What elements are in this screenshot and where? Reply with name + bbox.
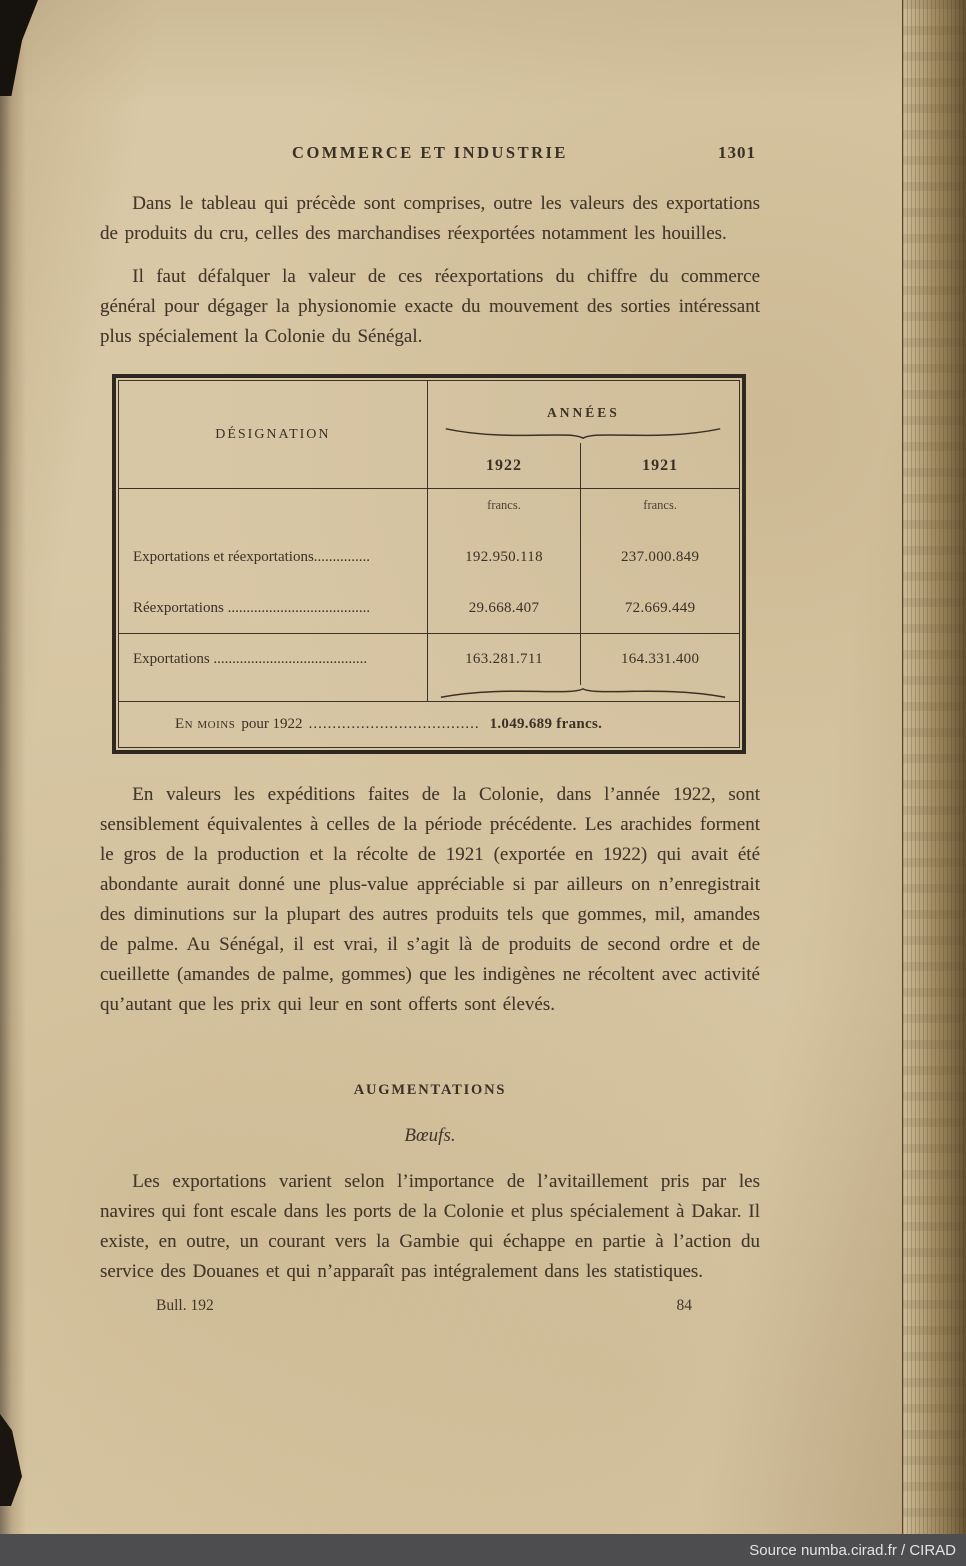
left-binding-shadow — [0, 0, 26, 1534]
exports-table-frame — [118, 380, 740, 748]
table-row-value-1922: 163.281.711 — [428, 633, 581, 685]
page-content — [100, 0, 760, 1315]
exports-table — [112, 374, 746, 754]
source-attribution: Source numba.cirad.fr / CIRAD — [749, 1541, 956, 1559]
table-row-value-1921: 164.331.400 — [580, 633, 739, 685]
table-row-label: Exportations ......................................... — [119, 633, 428, 685]
year-column-header-1922: 1922 — [428, 443, 581, 489]
table-row-value-1922: 29.668.407 — [468, 599, 540, 616]
paragraph-4: Les exportations varient selon l’importance de l’avitaillement pris par les navires qui font escale dans les ports de la Colonie et plus spécialement à Dakar. Il existe, en outre, un courant vers la Gambie qui échappe en partie à l’action du service des Douanes et qui n’apparaît pas intégralement dans les statistiques. — [100, 1171, 760, 1282]
table-footer-label: En moins — [175, 716, 236, 732]
paragraph-3: En valeurs les expéditions faites de la Colonie, dans l’année 1922, sont sensiblement équivalentes à celles de la période précédente. Les arachides forment le gros de la production et la récolte de 1921 (exportée en 1922) qui avait été abondante aurait donné une plus-value appréciable si par ailleurs on n’enregistrait des diminutions sur la plupart des autres produits tels que gommes, mil, amandes de palme. Au Sénégal, il est vrai, il s’agit là de produits de second ordre et de cueillette (amandes de palme, gommes) que les indigènes ne récoltent avec activité qu’autant que les prix qui leur en sont offerts sont élevés. — [100, 784, 760, 1015]
page-title: COMMERCE ET INDUSTRIE — [292, 143, 568, 162]
table-designation-header: DÉSIGNATION — [119, 381, 428, 489]
year-column-header-1921: 1921 — [580, 443, 739, 489]
book-page-edges — [902, 0, 966, 1534]
table-footer-leader-dots: .................................... — [308, 716, 480, 732]
table-spacer-cell — [119, 685, 428, 701]
signature-number: 84 — [676, 1297, 692, 1314]
years-group-label: ANNÉES — [546, 405, 620, 420]
table-row-value-1922: 192.950.118 — [465, 548, 543, 565]
table-spacer-cell — [119, 489, 428, 531]
paragraph-2: Il faut défalquer la valeur de ces réexportations du chiffre du commerce général pour dégager la physionomie exacte du mouvement des sorties intéressant plus spécialement la Colonie du Sénégal. — [100, 266, 760, 347]
table-footer-label-rest: pour 1922 — [241, 716, 303, 732]
brace-up-container — [428, 685, 739, 701]
unit-label-1921: francs. — [580, 489, 739, 531]
source-bar — [0, 1534, 966, 1566]
brace-up-icon — [438, 687, 728, 700]
augmentations-heading: AUGMENTATIONS — [353, 1082, 507, 1098]
running-header — [100, 143, 760, 163]
brace-down-icon — [443, 426, 723, 441]
table-row-label: Réexportations ...................................... — [119, 583, 428, 633]
table-footer-value: 1.049.689 francs. — [489, 716, 603, 732]
table-row-label: Exportations et réexportations............... — [119, 531, 428, 583]
boeufs-heading: Bœufs. — [404, 1125, 456, 1146]
unit-label-1922: francs. — [487, 498, 521, 512]
exports-table-grid — [119, 381, 739, 747]
table-years-group-header — [428, 381, 739, 443]
page-footer — [100, 1297, 760, 1315]
table-row-value-1921: 72.669.449 — [580, 583, 739, 633]
paragraph-1: Dans le tableau qui précède sont comprises, outre les valeurs des exportations de produits du cru, celles des marchandises réexportées notamment les houilles. — [100, 193, 760, 244]
table-row-value-1921: 237.000.849 — [580, 531, 739, 583]
bulletin-number: Bull. 192 — [156, 1297, 214, 1314]
page-number: 1301 — [718, 143, 756, 162]
table-footer-row — [119, 701, 739, 747]
